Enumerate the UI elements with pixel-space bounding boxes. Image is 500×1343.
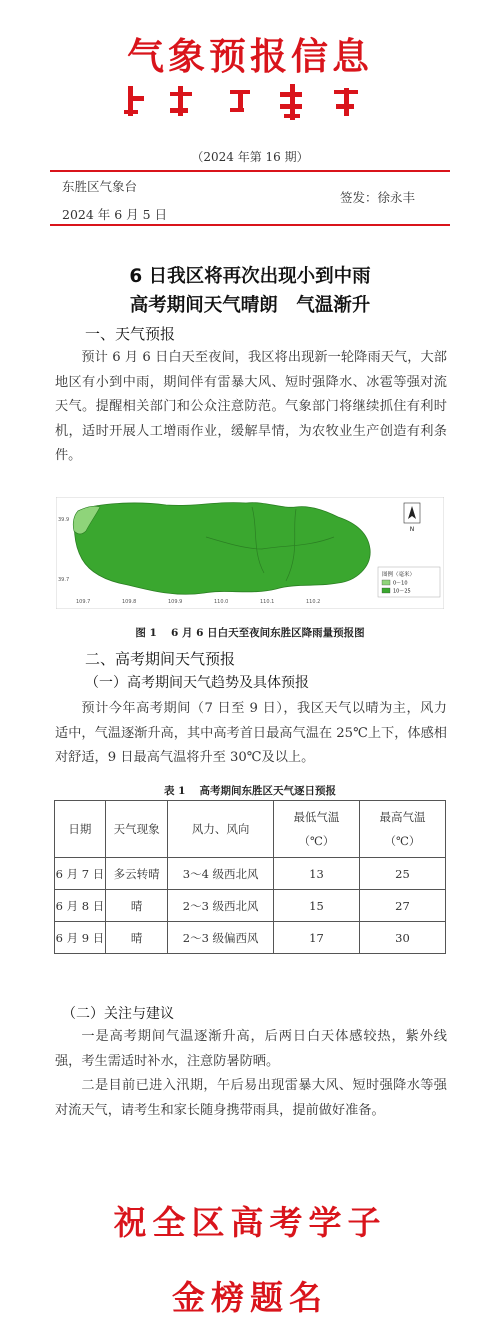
headline-line1: 6 日我区将再次出现小到中雨 [129,266,371,287]
slogan-line2: 金榜题名 [172,1278,328,1317]
map-lat-tick-0: 39.9 [58,517,70,523]
map-lat-tick-1: 39.7 [58,577,70,583]
section2-paragraph [55,697,447,771]
table-row [55,858,446,890]
table1-caption: 表 1 高考期间东胜区天气逐日预报 [163,785,337,797]
table-cell: 多云转晴 [105,858,168,890]
issue-date: 2024 年 6 月 5 日 [62,207,168,222]
rainfall-forecast-map [56,497,444,609]
advice-2: 二是目前已进入汛期，午后易出现雷暴大风、短时强降水等强对流天气，请考生和家长随身携带雨具，提前做好准备。 [55,1078,447,1118]
table-cell: 30 [359,922,445,954]
north-arrow-icon [404,503,420,523]
mongolian-script-logo [120,82,380,122]
table-header-cell: 最高气温 （℃） [359,801,445,858]
table-cell: 6 月 7 日 [55,858,106,890]
masthead-red-rule [50,170,450,172]
section2-text: 预计今年高考期间（7 日至 9 日），我区天气以晴为主，风力适中，气温逐渐升高，其中高考首日最高气温在 25℃上下，体感相对舒适，9 日最高气温将升至 30℃及以上。 [55,701,447,765]
map-lon-tick-2: 109.9 [168,599,183,605]
north-label: N [409,526,415,533]
table-cell: 13 [273,858,359,890]
legend-item-0: 0～10 [393,580,408,587]
map-lon-tick-3: 110.0 [214,599,229,605]
map-legend [378,567,440,597]
section1-paragraph [55,346,447,469]
table-cell: 27 [359,890,445,922]
table-cell: 3～4 级西北风 [168,858,274,890]
table-cell: 晴 [105,922,168,954]
section1-text: 预计 6 月 6 日白天至夜间，我区将出现新一轮降雨天气，大部地区有小到中雨，期间伴有雷暴大风、短时强降水、冰雹等强对流天气。提醒相关部门和公众注意防范。气象部门将继续抓住有利时机，适时开展人工增雨作业，缓解旱情，为农牧业生产创造有利条件。 [55,350,447,463]
daily-forecast-table [54,800,446,954]
map-region-moderate-rain [75,503,371,595]
table-header-cell: 日期 [55,801,106,858]
headline-line2: 高考期间天气晴朗 气温渐升 [129,295,371,316]
office-name: 东胜区气象台 [62,179,138,194]
table-header-cell: 风力、风向 [168,801,274,858]
map-lon-tick-0: 109.7 [76,599,91,605]
table-cell: 25 [359,858,445,890]
table-cell: 15 [273,890,359,922]
table-cell: 2～3 级偏西风 [168,922,274,954]
meta-red-rule [50,224,450,226]
table-cell: 17 [273,922,359,954]
map-lon-tick-4: 110.1 [260,599,275,605]
section2-heading: 二、高考期间天气预报 [85,650,236,668]
slogan-line1: 祝全区高考学子 [113,1203,387,1242]
issue-number: （2024 年第 16 期） [191,150,309,164]
map-lon-tick-1: 109.8 [122,599,137,605]
table-cell: 2～3 级西北风 [168,890,274,922]
legend-item-1: 10～25 [393,588,411,595]
table-cell: 6 月 8 日 [55,890,106,922]
section1-heading: 一、天气预报 [85,325,176,343]
table-row [55,890,446,922]
legend-title: 图例（毫米） [382,572,416,578]
section2-sub1: （一）高考期间天气趋势及具体预报 [85,675,309,691]
section2-sub2: （二）关注与建议 [62,1006,174,1022]
table-row [55,922,446,954]
signer: 签发：徐永丰 [340,190,416,205]
advice-block [55,1025,447,1123]
table-header-row [55,801,446,858]
table-cell: 6 月 9 日 [55,922,106,954]
table-header-cell: 天气现象 [105,801,168,858]
table-header-cell: 最低气温 （℃） [273,801,359,858]
figure1-caption: 图 1 6 月 6 日白天至夜间东胜区降雨量预报图 [135,627,365,639]
masthead-title: 气象预报信息 [127,35,373,78]
map-lon-tick-5: 110.2 [306,599,321,605]
table-cell: 晴 [105,890,168,922]
advice-1: 一是高考期间气温逐渐升高，后两日白天体感较热，紫外线强，考生需适时补水，注意防暑防晒。 [55,1029,447,1069]
